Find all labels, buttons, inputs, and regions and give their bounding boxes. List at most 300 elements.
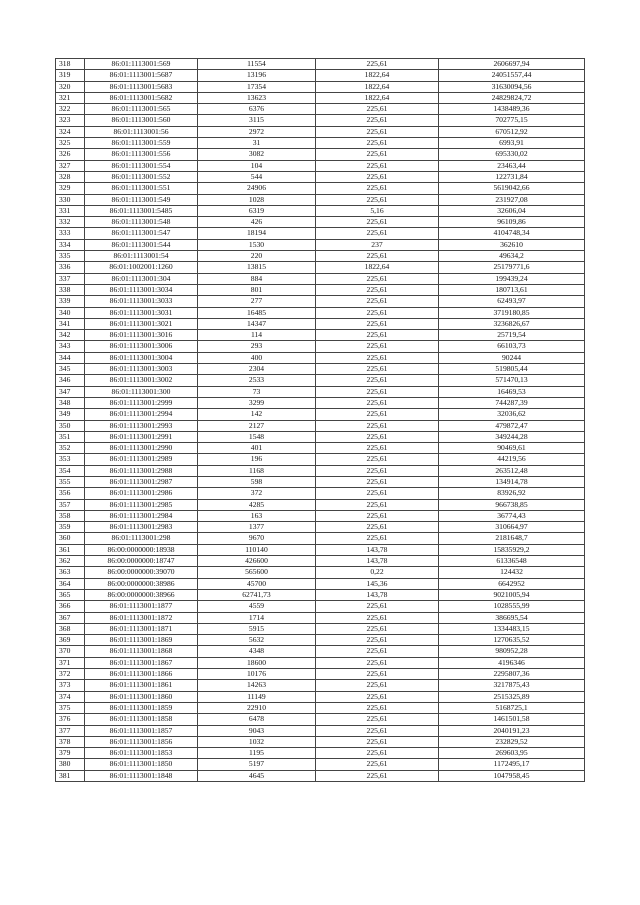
row-number-cell: 372 xyxy=(56,669,85,680)
cadastral-value-cell: 3236826,67 xyxy=(439,318,585,329)
cadastral-number-cell: 86:01:1113001:5687 xyxy=(85,70,198,81)
table-row xyxy=(56,669,585,680)
cadastral-number-cell: 86:01:1002001:1260 xyxy=(85,262,198,273)
row-number-cell: 338 xyxy=(56,284,85,295)
cadastral-number-cell: 86:01:1113001:560 xyxy=(85,115,198,126)
cadastral-number-cell: 86:01:1113001:3034 xyxy=(85,284,198,295)
table-row xyxy=(56,217,585,228)
table-row xyxy=(56,115,585,126)
table-body xyxy=(56,59,585,782)
row-number-cell: 330 xyxy=(56,194,85,205)
cadastral-value-cell: 1334483,15 xyxy=(439,623,585,634)
cadastral-value-cell: 362610 xyxy=(439,239,585,250)
cadastral-number-cell: 86:01:1113001:1866 xyxy=(85,669,198,680)
table-row xyxy=(56,748,585,759)
area-cell: 6376 xyxy=(198,104,316,115)
table-row xyxy=(56,635,585,646)
cadastral-value-cell: 2295807,36 xyxy=(439,669,585,680)
table-row xyxy=(56,544,585,555)
row-number-cell: 350 xyxy=(56,420,85,431)
area-cell: 73 xyxy=(198,386,316,397)
area-cell: 426 xyxy=(198,217,316,228)
row-number-cell: 333 xyxy=(56,228,85,239)
specific-value-cell: 225,61 xyxy=(316,714,439,725)
cadastral-number-cell: 86:01:1113001:2990 xyxy=(85,443,198,454)
specific-value-cell: 1822,64 xyxy=(316,81,439,92)
table-row xyxy=(56,510,585,521)
table-row xyxy=(56,59,585,70)
cadastral-number-cell: 86:01:1113001:3031 xyxy=(85,307,198,318)
specific-value-cell: 225,61 xyxy=(316,465,439,476)
cadastral-value-cell: 3217875,43 xyxy=(439,680,585,691)
area-cell: 9670 xyxy=(198,533,316,544)
row-number-cell: 361 xyxy=(56,544,85,555)
table-row xyxy=(56,81,585,92)
cadastral-number-cell: 86:00:0000000:38966 xyxy=(85,589,198,600)
row-number-cell: 325 xyxy=(56,138,85,149)
table-row xyxy=(56,262,585,273)
row-number-cell: 355 xyxy=(56,476,85,487)
cadastral-value-cell: 702775,15 xyxy=(439,115,585,126)
table-row xyxy=(56,149,585,160)
area-cell: 14347 xyxy=(198,318,316,329)
row-number-cell: 334 xyxy=(56,239,85,250)
row-number-cell: 354 xyxy=(56,465,85,476)
cadastral-value-cell: 16469,53 xyxy=(439,386,585,397)
cadastral-value-cell: 386695,54 xyxy=(439,612,585,623)
cadastral-value-cell: 122731,84 xyxy=(439,171,585,182)
specific-value-cell: 225,61 xyxy=(316,431,439,442)
area-cell: 114 xyxy=(198,330,316,341)
specific-value-cell: 225,61 xyxy=(316,386,439,397)
specific-value-cell: 225,61 xyxy=(316,748,439,759)
specific-value-cell: 225,61 xyxy=(316,680,439,691)
table-row xyxy=(56,556,585,567)
table-row xyxy=(56,646,585,657)
table-row xyxy=(56,160,585,171)
cadastral-number-cell: 86:01:1113001:2991 xyxy=(85,431,198,442)
row-number-cell: 364 xyxy=(56,578,85,589)
cadastral-number-cell: 86:01:1113001:2983 xyxy=(85,522,198,533)
table-row xyxy=(56,409,585,420)
cadastral-value-cell: 5619042,66 xyxy=(439,183,585,194)
table-row xyxy=(56,725,585,736)
row-number-cell: 332 xyxy=(56,217,85,228)
area-cell: 5197 xyxy=(198,759,316,770)
row-number-cell: 343 xyxy=(56,341,85,352)
cadastral-number-cell: 86:01:1113001:2987 xyxy=(85,476,198,487)
specific-value-cell: 225,61 xyxy=(316,420,439,431)
cadastral-number-cell: 86:01:1113001:559 xyxy=(85,138,198,149)
row-number-cell: 374 xyxy=(56,691,85,702)
cadastral-value-cell: 9021005,94 xyxy=(439,589,585,600)
specific-value-cell: 1822,64 xyxy=(316,262,439,273)
area-cell: 13623 xyxy=(198,92,316,103)
cadastral-value-cell: 2181648,7 xyxy=(439,533,585,544)
cadastral-value-cell: 6642952 xyxy=(439,578,585,589)
cadastral-value-cell: 3719180,85 xyxy=(439,307,585,318)
specific-value-cell: 1822,64 xyxy=(316,70,439,81)
table-row xyxy=(56,251,585,262)
specific-value-cell: 225,61 xyxy=(316,296,439,307)
specific-value-cell: 225,61 xyxy=(316,770,439,781)
specific-value-cell: 225,61 xyxy=(316,115,439,126)
table-row xyxy=(56,476,585,487)
specific-value-cell: 237 xyxy=(316,239,439,250)
table-row xyxy=(56,183,585,194)
cadastral-number-cell: 86:00:0000000:18747 xyxy=(85,556,198,567)
specific-value-cell: 225,61 xyxy=(316,251,439,262)
area-cell: 1377 xyxy=(198,522,316,533)
specific-value-cell: 225,61 xyxy=(316,657,439,668)
cadastral-number-cell: 86:01:1113001:3021 xyxy=(85,318,198,329)
area-cell: 544 xyxy=(198,171,316,182)
area-cell: 17354 xyxy=(198,81,316,92)
row-number-cell: 370 xyxy=(56,646,85,657)
row-number-cell: 321 xyxy=(56,92,85,103)
area-cell: 9043 xyxy=(198,725,316,736)
cadastral-number-cell: 86:01:1113001:2989 xyxy=(85,454,198,465)
area-cell: 6319 xyxy=(198,205,316,216)
table-row xyxy=(56,533,585,544)
specific-value-cell: 225,61 xyxy=(316,273,439,284)
cadastral-value-cell: 1028555,99 xyxy=(439,601,585,612)
cadastral-value-cell: 24829824,72 xyxy=(439,92,585,103)
cadastral-number-cell: 86:01:1113001:565 xyxy=(85,104,198,115)
table-row xyxy=(56,443,585,454)
area-cell: 401 xyxy=(198,443,316,454)
cadastral-value-cell: 6993,91 xyxy=(439,138,585,149)
cadastral-number-cell: 86:00:0000000:18938 xyxy=(85,544,198,555)
specific-value-cell: 225,61 xyxy=(316,725,439,736)
specific-value-cell: 225,61 xyxy=(316,171,439,182)
row-number-cell: 379 xyxy=(56,748,85,759)
cadastral-number-cell: 86:01:1113001:1859 xyxy=(85,702,198,713)
cadastral-number-cell: 86:01:1113001:551 xyxy=(85,183,198,194)
row-number-cell: 319 xyxy=(56,70,85,81)
cadastral-number-cell: 86:01:1113001:569 xyxy=(85,59,198,70)
cadastral-value-cell: 571470,13 xyxy=(439,375,585,386)
area-cell: 4645 xyxy=(198,770,316,781)
table-row xyxy=(56,454,585,465)
specific-value-cell: 225,61 xyxy=(316,330,439,341)
row-number-cell: 324 xyxy=(56,126,85,137)
specific-value-cell: 225,61 xyxy=(316,454,439,465)
cadastral-value-cell: 49634,2 xyxy=(439,251,585,262)
table-row xyxy=(56,691,585,702)
cadastral-number-cell: 86:01:1113001:3004 xyxy=(85,352,198,363)
cadastral-number-cell: 86:01:1113001:3003 xyxy=(85,364,198,375)
cadastral-number-cell: 86:01:1113001:1853 xyxy=(85,748,198,759)
specific-value-cell: 225,61 xyxy=(316,59,439,70)
row-number-cell: 329 xyxy=(56,183,85,194)
area-cell: 1032 xyxy=(198,736,316,747)
area-cell: 1530 xyxy=(198,239,316,250)
specific-value-cell: 225,61 xyxy=(316,409,439,420)
cadastral-number-cell: 86:01:1113001:554 xyxy=(85,160,198,171)
cadastral-value-cell: 199439,24 xyxy=(439,273,585,284)
cadastral-number-cell: 86:01:1113001:552 xyxy=(85,171,198,182)
row-number-cell: 357 xyxy=(56,499,85,510)
row-number-cell: 326 xyxy=(56,149,85,160)
cadastral-value-cell: 2515325,89 xyxy=(439,691,585,702)
cadastral-value-cell: 269603,95 xyxy=(439,748,585,759)
cadastral-number-cell: 86:01:1113001:1860 xyxy=(85,691,198,702)
row-number-cell: 362 xyxy=(56,556,85,567)
area-cell: 45700 xyxy=(198,578,316,589)
cadastral-value-cell: 5168725,1 xyxy=(439,702,585,713)
table-row xyxy=(56,171,585,182)
specific-value-cell: 225,61 xyxy=(316,194,439,205)
cadastral-value-cell: 695330,02 xyxy=(439,149,585,160)
table-row xyxy=(56,736,585,747)
cadastral-value-cell: 32606,04 xyxy=(439,205,585,216)
row-number-cell: 369 xyxy=(56,635,85,646)
table-row xyxy=(56,420,585,431)
table-row xyxy=(56,239,585,250)
table-row xyxy=(56,126,585,137)
cadastral-value-table xyxy=(55,58,585,782)
specific-value-cell: 225,61 xyxy=(316,341,439,352)
specific-value-cell: 225,61 xyxy=(316,702,439,713)
table-row xyxy=(56,680,585,691)
area-cell: 31 xyxy=(198,138,316,149)
cadastral-number-cell: 86:01:1113001:1868 xyxy=(85,646,198,657)
cadastral-value-cell: 310664,97 xyxy=(439,522,585,533)
cadastral-number-cell: 86:01:1113001:548 xyxy=(85,217,198,228)
row-number-cell: 341 xyxy=(56,318,85,329)
table-row xyxy=(56,770,585,781)
specific-value-cell: 225,61 xyxy=(316,149,439,160)
cadastral-number-cell: 86:01:1113001:3002 xyxy=(85,375,198,386)
area-cell: 3299 xyxy=(198,397,316,408)
cadastral-value-cell: 83926,92 xyxy=(439,488,585,499)
row-number-cell: 340 xyxy=(56,307,85,318)
area-cell: 884 xyxy=(198,273,316,284)
specific-value-cell: 225,61 xyxy=(316,160,439,171)
cadastral-value-cell: 90469,61 xyxy=(439,443,585,454)
cadastral-value-cell: 96109,86 xyxy=(439,217,585,228)
cadastral-number-cell: 86:01:1113001:2993 xyxy=(85,420,198,431)
cadastral-value-cell: 61336548 xyxy=(439,556,585,567)
table-row xyxy=(56,364,585,375)
row-number-cell: 322 xyxy=(56,104,85,115)
area-cell: 3115 xyxy=(198,115,316,126)
table-row xyxy=(56,70,585,81)
area-cell: 4348 xyxy=(198,646,316,657)
row-number-cell: 375 xyxy=(56,702,85,713)
cadastral-value-cell: 1047958,45 xyxy=(439,770,585,781)
row-number-cell: 373 xyxy=(56,680,85,691)
row-number-cell: 367 xyxy=(56,612,85,623)
cadastral-number-cell: 86:01:1113001:5683 xyxy=(85,81,198,92)
cadastral-number-cell: 86:01:1113001:3016 xyxy=(85,330,198,341)
cadastral-number-cell: 86:01:1113001:1858 xyxy=(85,714,198,725)
row-number-cell: 331 xyxy=(56,205,85,216)
area-cell: 4285 xyxy=(198,499,316,510)
area-cell: 14263 xyxy=(198,680,316,691)
cadastral-value-cell: 62493,97 xyxy=(439,296,585,307)
table-row xyxy=(56,330,585,341)
row-number-cell: 381 xyxy=(56,770,85,781)
specific-value-cell: 225,61 xyxy=(316,138,439,149)
area-cell: 1548 xyxy=(198,431,316,442)
area-cell: 18194 xyxy=(198,228,316,239)
table-row xyxy=(56,341,585,352)
row-number-cell: 368 xyxy=(56,623,85,634)
area-cell: 1028 xyxy=(198,194,316,205)
cadastral-number-cell: 86:00:0000000:38986 xyxy=(85,578,198,589)
row-number-cell: 360 xyxy=(56,533,85,544)
specific-value-cell: 5,16 xyxy=(316,205,439,216)
cadastral-number-cell: 86:01:1113001:2986 xyxy=(85,488,198,499)
table-row xyxy=(56,307,585,318)
area-cell: 13815 xyxy=(198,262,316,273)
row-number-cell: 328 xyxy=(56,171,85,182)
specific-value-cell: 225,61 xyxy=(316,601,439,612)
table-row xyxy=(56,104,585,115)
cadastral-value-cell: 4196346 xyxy=(439,657,585,668)
cadastral-number-cell: 86:01:1113001:300 xyxy=(85,386,198,397)
row-number-cell: 336 xyxy=(56,262,85,273)
cadastral-value-cell: 124432 xyxy=(439,567,585,578)
specific-value-cell: 225,61 xyxy=(316,443,439,454)
specific-value-cell: 225,61 xyxy=(316,612,439,623)
area-cell: 293 xyxy=(198,341,316,352)
cadastral-value-cell: 231927,08 xyxy=(439,194,585,205)
specific-value-cell: 225,61 xyxy=(316,488,439,499)
cadastral-number-cell: 86:01:1113001:1857 xyxy=(85,725,198,736)
area-cell: 142 xyxy=(198,409,316,420)
specific-value-cell: 143,78 xyxy=(316,544,439,555)
row-number-cell: 337 xyxy=(56,273,85,284)
specific-value-cell: 225,61 xyxy=(316,318,439,329)
cadastral-value-cell: 90244 xyxy=(439,352,585,363)
specific-value-cell: 143,78 xyxy=(316,589,439,600)
cadastral-value-cell: 232829,52 xyxy=(439,736,585,747)
cadastral-value-cell: 349244,28 xyxy=(439,431,585,442)
area-cell: 1168 xyxy=(198,465,316,476)
cadastral-value-cell: 1438489,36 xyxy=(439,104,585,115)
row-number-cell: 318 xyxy=(56,59,85,70)
area-cell: 22910 xyxy=(198,702,316,713)
area-cell: 13196 xyxy=(198,70,316,81)
specific-value-cell: 225,61 xyxy=(316,736,439,747)
cadastral-number-cell: 86:01:1113001:1869 xyxy=(85,635,198,646)
cadastral-value-cell: 263512,48 xyxy=(439,465,585,476)
row-number-cell: 351 xyxy=(56,431,85,442)
cadastral-value-cell: 4104748,34 xyxy=(439,228,585,239)
cadastral-number-cell: 86:01:1113001:304 xyxy=(85,273,198,284)
area-cell: 1195 xyxy=(198,748,316,759)
table-row xyxy=(56,228,585,239)
row-number-cell: 339 xyxy=(56,296,85,307)
cadastral-value-cell: 25179771,6 xyxy=(439,262,585,273)
area-cell: 104 xyxy=(198,160,316,171)
cadastral-number-cell: 86:01:1113001:298 xyxy=(85,533,198,544)
specific-value-cell: 225,61 xyxy=(316,397,439,408)
specific-value-cell: 225,61 xyxy=(316,669,439,680)
cadastral-value-cell: 479872,47 xyxy=(439,420,585,431)
table-row xyxy=(56,375,585,386)
area-cell: 1714 xyxy=(198,612,316,623)
specific-value-cell: 225,61 xyxy=(316,228,439,239)
cadastral-value-cell: 15835929,2 xyxy=(439,544,585,555)
table-row xyxy=(56,702,585,713)
cadastral-number-cell: 86:01:1113001:1850 xyxy=(85,759,198,770)
cadastral-value-cell: 1270635,52 xyxy=(439,635,585,646)
cadastral-value-cell: 1461501,58 xyxy=(439,714,585,725)
area-cell: 163 xyxy=(198,510,316,521)
specific-value-cell: 225,61 xyxy=(316,623,439,634)
table-row xyxy=(56,284,585,295)
row-number-cell: 327 xyxy=(56,160,85,171)
cadastral-value-cell: 180713,61 xyxy=(439,284,585,295)
row-number-cell: 378 xyxy=(56,736,85,747)
specific-value-cell: 225,61 xyxy=(316,646,439,657)
specific-value-cell: 225,61 xyxy=(316,533,439,544)
table-row xyxy=(56,386,585,397)
table-row xyxy=(56,522,585,533)
row-number-cell: 346 xyxy=(56,375,85,386)
specific-value-cell: 225,61 xyxy=(316,375,439,386)
specific-value-cell: 225,61 xyxy=(316,284,439,295)
specific-value-cell: 225,61 xyxy=(316,364,439,375)
area-cell: 196 xyxy=(198,454,316,465)
table-row xyxy=(56,589,585,600)
table-row xyxy=(56,465,585,476)
specific-value-cell: 225,61 xyxy=(316,476,439,487)
row-number-cell: 366 xyxy=(56,601,85,612)
area-cell: 11554 xyxy=(198,59,316,70)
cadastral-number-cell: 86:01:1113001:5485 xyxy=(85,205,198,216)
area-cell: 5632 xyxy=(198,635,316,646)
area-cell: 6478 xyxy=(198,714,316,725)
cadastral-value-cell: 32036,62 xyxy=(439,409,585,420)
specific-value-cell: 225,61 xyxy=(316,183,439,194)
row-number-cell: 320 xyxy=(56,81,85,92)
cadastral-number-cell: 86:01:1113001:1856 xyxy=(85,736,198,747)
cadastral-value-cell: 31630094,56 xyxy=(439,81,585,92)
cadastral-value-cell: 519805,44 xyxy=(439,364,585,375)
specific-value-cell: 225,61 xyxy=(316,510,439,521)
cadastral-number-cell: 86:01:1113001:2988 xyxy=(85,465,198,476)
row-number-cell: 363 xyxy=(56,567,85,578)
area-cell: 277 xyxy=(198,296,316,307)
table-row xyxy=(56,601,585,612)
row-number-cell: 356 xyxy=(56,488,85,499)
cadastral-number-cell: 86:01:1113001:549 xyxy=(85,194,198,205)
area-cell: 801 xyxy=(198,284,316,295)
area-cell: 2304 xyxy=(198,364,316,375)
row-number-cell: 342 xyxy=(56,330,85,341)
area-cell: 24906 xyxy=(198,183,316,194)
cadastral-value-cell: 744287,39 xyxy=(439,397,585,408)
specific-value-cell: 225,61 xyxy=(316,499,439,510)
table-row xyxy=(56,205,585,216)
specific-value-cell: 225,61 xyxy=(316,759,439,770)
row-number-cell: 377 xyxy=(56,725,85,736)
area-cell: 2972 xyxy=(198,126,316,137)
specific-value-cell: 145,36 xyxy=(316,578,439,589)
specific-value-cell: 0,22 xyxy=(316,567,439,578)
cadastral-value-cell: 980952,28 xyxy=(439,646,585,657)
cadastral-value-cell: 36774,43 xyxy=(439,510,585,521)
cadastral-value-cell: 44219,56 xyxy=(439,454,585,465)
row-number-cell: 359 xyxy=(56,522,85,533)
specific-value-cell: 1822,64 xyxy=(316,92,439,103)
row-number-cell: 349 xyxy=(56,409,85,420)
